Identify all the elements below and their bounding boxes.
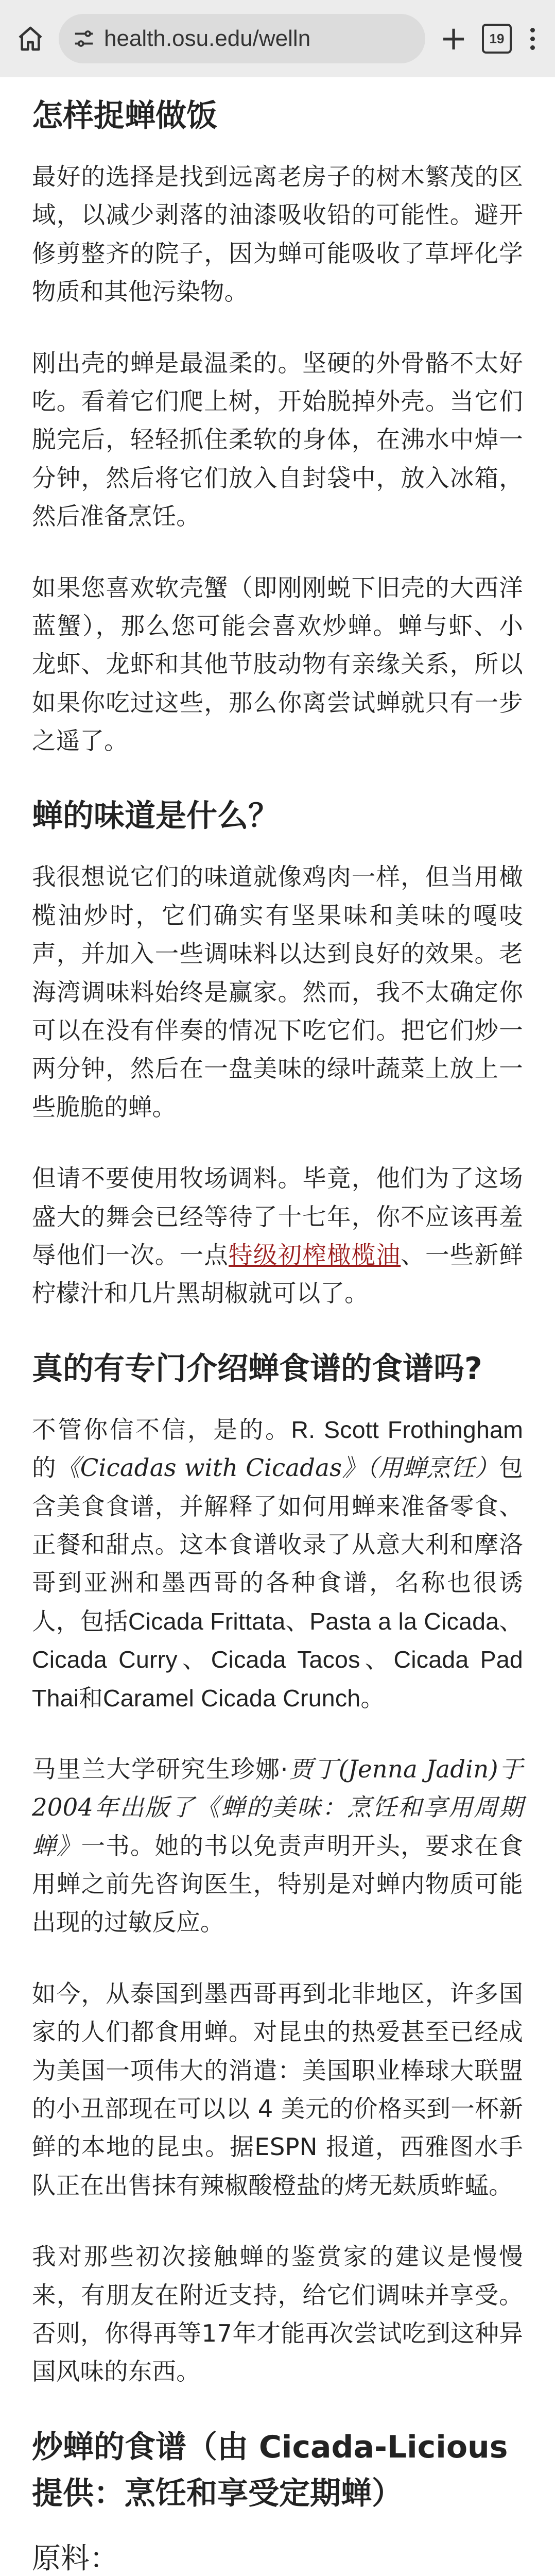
paragraph: 如果您喜欢软壳蟹（即刚刚蜕下旧壳的大西洋蓝蟹），那么您可能会喜欢炒蝉。蝉与虾、小龙虾、龙虾和其他节肢动物有亲缘关系，所以如果你吃过这些，那么你离尝试蝉就只有一步之遥了。 bbox=[32, 573, 523, 755]
text: 。 bbox=[360, 1684, 385, 1712]
ingredients-heading: 原料： bbox=[32, 2541, 118, 2575]
text: 包含美食食谱，并解释了如何用蝉来准备零食、正餐和甜点。这本食谱收录了从意大利和摩洛哥到亚洲和墨西哥的各种食谱，名称也很诱人，包括 bbox=[32, 1454, 523, 1635]
text: 马里兰大学研究生珍娜· bbox=[32, 1755, 288, 1783]
url-text: health.osu.edu/welln bbox=[104, 26, 311, 51]
section-heading-cookbook: 真的有专门介绍蝉食谱的食谱吗? bbox=[32, 1350, 482, 1387]
olive-oil-link[interactable]: 特级初榨橄榄油 bbox=[229, 1241, 401, 1269]
author-name: R. Scott Frothingham bbox=[291, 1416, 524, 1443]
text: 、一些新鲜柠檬汁和几片黑胡椒就可以了。 bbox=[32, 1241, 523, 1308]
dish-names: Cicada Frittata、Pasta a la Cicada、Cicada Curry、Cicada Tacos、Cicada Pad Thai bbox=[32, 1607, 523, 1711]
section-heading-taste: 蝉的味道是什么？ bbox=[32, 798, 279, 835]
tab-switcher-button[interactable]: 19 bbox=[482, 24, 512, 54]
text: 和 bbox=[79, 1684, 103, 1712]
text: 一书。她的书以免责声明开头，要求在食用蝉之前先咨询医生，特别是对蝉内物质可能出现的过敏反应。 bbox=[32, 1832, 523, 1937]
new-tab-button[interactable]: + bbox=[440, 20, 467, 58]
address-bar[interactable] bbox=[59, 14, 425, 63]
book-title: 《Cicadas with Cicadas》（用蝉烹饪） bbox=[56, 1454, 499, 1482]
site-settings-icon[interactable] bbox=[72, 27, 96, 50]
home-button[interactable] bbox=[12, 21, 48, 57]
paragraph: 我对那些初次接触蝉的鉴赏家的建议是慢慢来，有朋友在附近支持，给它们调味并享受。否则，你得再等17年才能再次尝试吃到这种异国风味的东西。 bbox=[32, 2243, 523, 2386]
paragraph bbox=[32, 1411, 523, 1717]
section-heading-recipe: 炒蝉的食谱（由 Cicada-Licious 提供：烹饪和享受定期蝉） bbox=[32, 2429, 508, 2512]
more-menu-icon[interactable] bbox=[522, 21, 543, 57]
paragraph: 刚出壳的蝉是最温柔的。坚硬的外骨骼不太好吃。看着它们爬上树，开始脱掉外壳。当它们脱完后，轻轻抓住柔软的身体，在沸水中焯一分钟，然后将它们放入自封袋中，放入冰箱，然后准备烹饪。 bbox=[32, 349, 523, 531]
home-icon bbox=[16, 24, 45, 53]
dish-name: Caramel Cicada Crunch bbox=[102, 1684, 361, 1711]
browser-toolbar bbox=[0, 0, 555, 77]
paragraph bbox=[32, 1159, 523, 1313]
text: 的 bbox=[32, 1454, 56, 1482]
text: 但请不要使用牧场调料。毕竟，他们为了这场盛大的舞会已经等待了十七年，你不应该再羞辱他们一次。一点 bbox=[32, 1164, 523, 1269]
article-body bbox=[0, 77, 555, 2576]
section-heading-catch: 怎样捉蝉做饭 bbox=[32, 98, 217, 134]
text: 不管你信不信，是的。 bbox=[32, 1415, 291, 1444]
book-title: 贾丁(Jenna Jadin)于2004年出版了《蝉的美味：烹饪和享用周期蝉》 bbox=[32, 1755, 524, 1860]
paragraph bbox=[32, 1750, 523, 1942]
paragraph: 如今，从泰国到墨西哥再到北非地区，许多国家的人们都食用蝉。对昆虫的热爱甚至已经成为美国一项伟大的消遣：美国职业棒球大联盟的小丑部现在可以以 4 美元的价格买到一杯新鲜的本地的昆虫。据ESPN 报道，西雅图水手队正在出售抹有辣椒酸橙盐的烤无麸质蚱蜢。 bbox=[32, 1979, 523, 2199]
paragraph: 我很想说它们的味道就像鸡肉一样，但当用橄榄油炒时，它们确实有坚果味和美味的嘎吱声，并加入一些调味料以达到良好的效果。老海湾调味料始终是赢家。然而，我不太确定你可以在没有伴奏的情况下吃它们。把它们炒一两分钟，然后在一盘美味的绿叶蔬菜上放上一些脆脆的蝉。 bbox=[32, 863, 523, 1121]
paragraph: 最好的选择是找到远离老房子的树木繁茂的区域，以减少剥落的油漆吸收铅的可能性。避开修剪整齐的院子，因为蝉可能吸收了草坪化学物质和其他污染物。 bbox=[32, 163, 523, 306]
